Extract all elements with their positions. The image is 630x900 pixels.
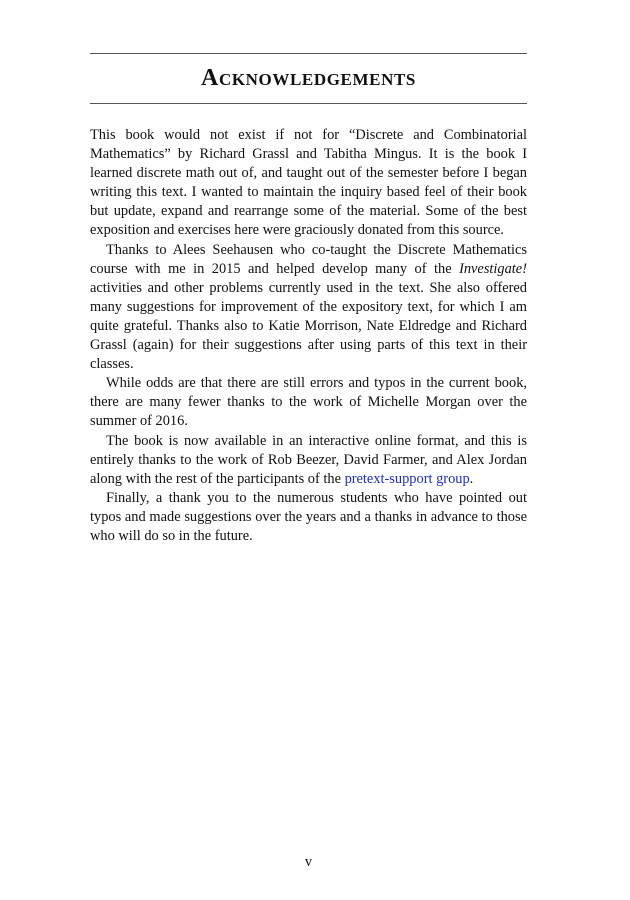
investigate-emphasis: Investigate! xyxy=(459,260,527,277)
page-title: Acknowledgements xyxy=(201,65,416,91)
title-rule-bottom xyxy=(90,103,527,104)
paragraph-4 xyxy=(90,432,527,489)
paragraph-5: Finally, a thank you to the numerous students who have pointed out typos and made suggestions over the years and a thanks in advance to those who will do so in the future. xyxy=(90,489,527,544)
paragraph-3: While odds are that there are still errors and typos in the current book, there are many fewer thanks to the work of Michelle Morgan over the summer of 2016. xyxy=(90,375,527,430)
paragraph-4-text-after: . xyxy=(469,470,474,487)
title-rule-top xyxy=(90,53,527,54)
paragraph-2-text-after: activities and other problems currently used in the text. She also offered many suggestions for improvement of the expository text, for which I am quite grateful. Thanks also to Katie Morrison, Nate Eldredge and Richard Grassl (again) for their suggestions after using parts of this text in their classes. xyxy=(90,279,527,373)
paragraph-4-text-before: The book is now available in an interactive online format, and this is entirely thanks to the work of Rob Beezer, David Farmer, and Alex Jordan along with the rest of the participants of the xyxy=(90,432,527,487)
paragraph-2 xyxy=(90,241,527,375)
paragraph-1: This book would not exist if not for “Discrete and Combinatorial Mathematics” by Richard Grassl and Tabitha Mingus. It is the book I learned discrete math out of, and taught out of the semester before I began writing this text. I wanted to maintain the inquiry based feel of their book but update, expand and rearrange some of the material. Some of the best exposition and exercises here were graciously donated from this source. xyxy=(90,127,527,239)
pretext-support-group-link[interactable]: pretext-support group xyxy=(344,470,470,487)
page-number: v xyxy=(304,854,313,870)
acknowledgements-body xyxy=(90,126,527,546)
paragraph-2-text-before: Thanks to Alees Seehausen who co-taught the Discrete Mathematics course with me in 2015 and helped develop many of the xyxy=(90,241,527,277)
